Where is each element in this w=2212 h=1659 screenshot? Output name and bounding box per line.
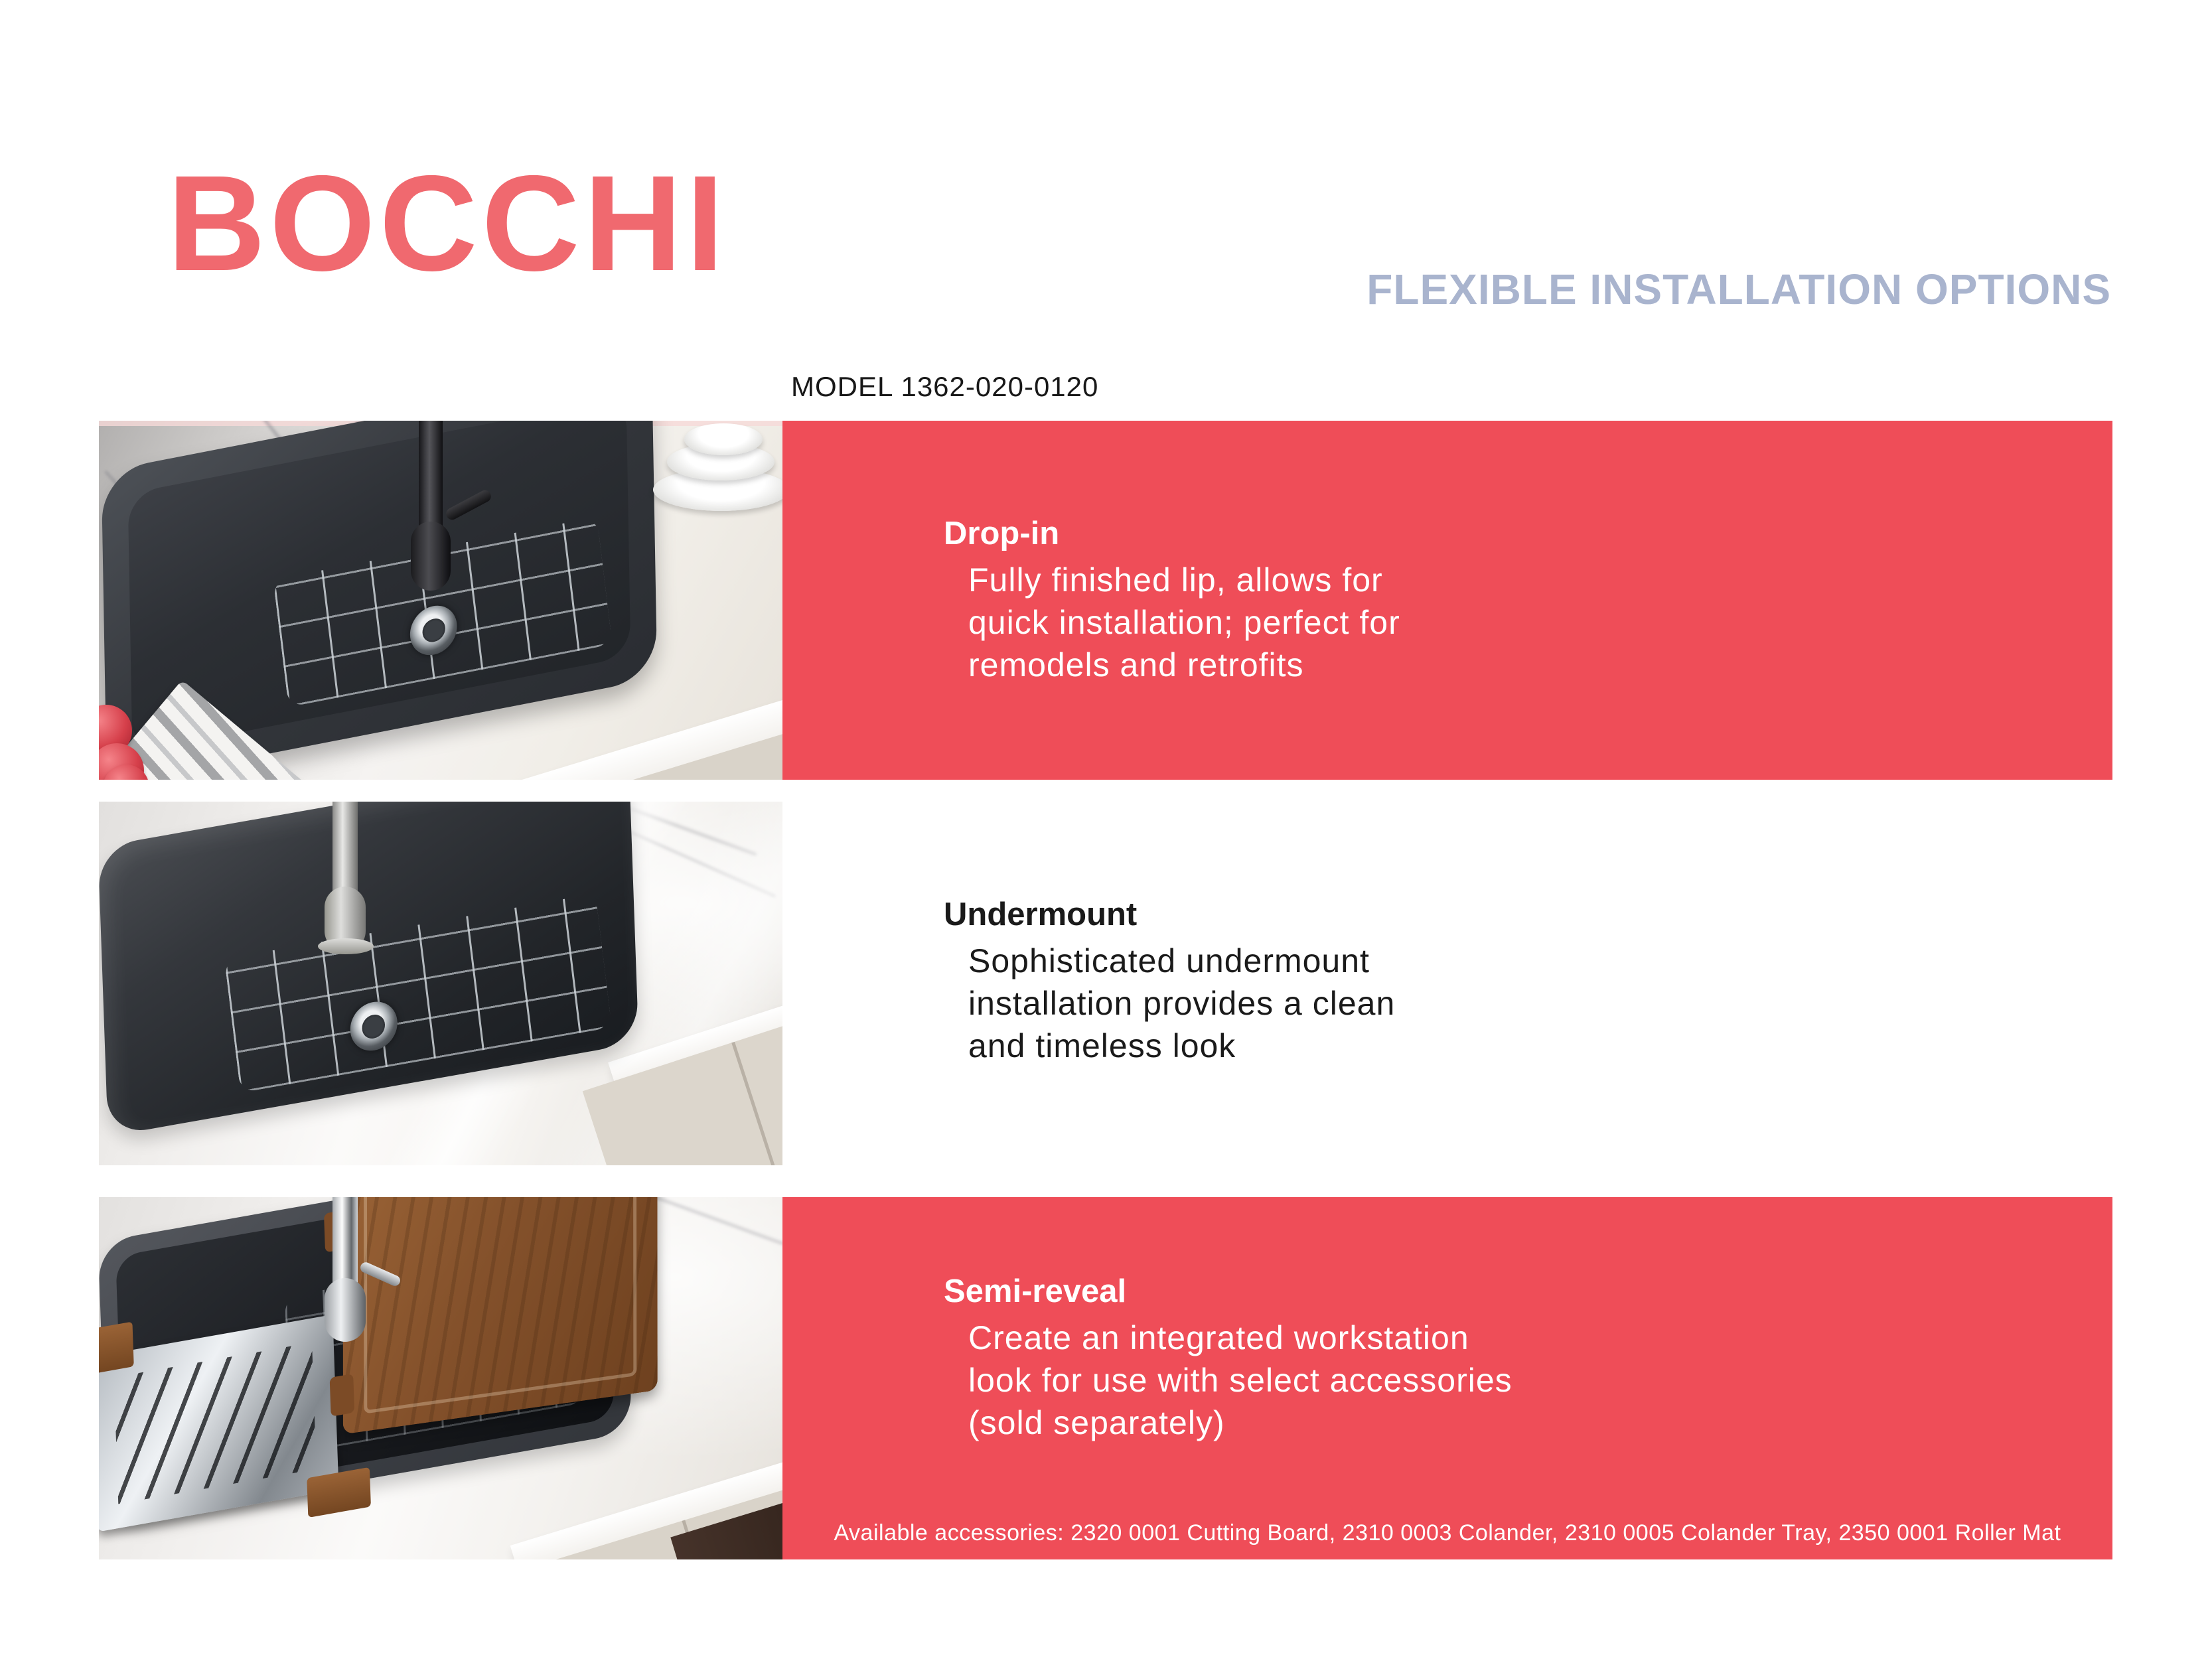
description-line: (sold separately) [968, 1404, 1225, 1441]
option-title: Drop-in [944, 516, 1060, 551]
undermount-text-panel [782, 802, 2112, 1165]
semi-reveal-sink-photo [99, 1197, 782, 1559]
cabinet-groove [731, 1042, 782, 1165]
description-line: look for use with select accessories [968, 1362, 1512, 1399]
option-text-block [944, 515, 1400, 686]
description-line: installation provides a clean [968, 985, 1396, 1022]
faucet-spout [325, 1278, 366, 1342]
accessories-note: Available accessories: 2320 0001 Cutting Board, 2310 0003 Colander, 2310 0005 Colander Tray, 2350 0001 Roller Mat [834, 1520, 2061, 1546]
undermount-sink-photo [99, 802, 782, 1165]
description-line: remodels and retrofits [968, 646, 1304, 684]
option-title: Undermount [944, 897, 1138, 932]
page-title: FLEXIBLE INSTALLATION OPTIONS [1366, 265, 2111, 313]
faucet-base [318, 938, 374, 954]
drop-in-banner [782, 421, 2112, 780]
option-title: Semi-reveal [944, 1273, 1127, 1309]
brand-logo: BOCCHI [167, 147, 728, 299]
description-line: Fully finished lip, allows for [968, 561, 1383, 599]
option-row-undermount [0, 802, 2212, 1165]
faucet-spout [411, 522, 451, 591]
description-line: Sophisticated undermount [968, 942, 1370, 979]
option-row-drop-in [0, 421, 2212, 780]
description-line: quick installation; perfect for [968, 604, 1400, 641]
option-text-block [944, 896, 1395, 1067]
model-number-label: MODEL 1362-020-0120 [791, 371, 1099, 402]
option-description [968, 1317, 1512, 1444]
description-line: Create an integrated workstation [968, 1319, 1469, 1356]
description-line: and timeless look [968, 1027, 1236, 1064]
stacked-bowl [684, 423, 763, 455]
drop-in-sink-photo [99, 421, 782, 780]
option-description [968, 940, 1395, 1067]
option-text-block [944, 1273, 1512, 1444]
option-row-semi-reveal [0, 1197, 2212, 1559]
semi-reveal-banner [782, 1197, 2112, 1559]
cutting-board-notch [329, 1374, 354, 1417]
option-description [968, 559, 1400, 686]
